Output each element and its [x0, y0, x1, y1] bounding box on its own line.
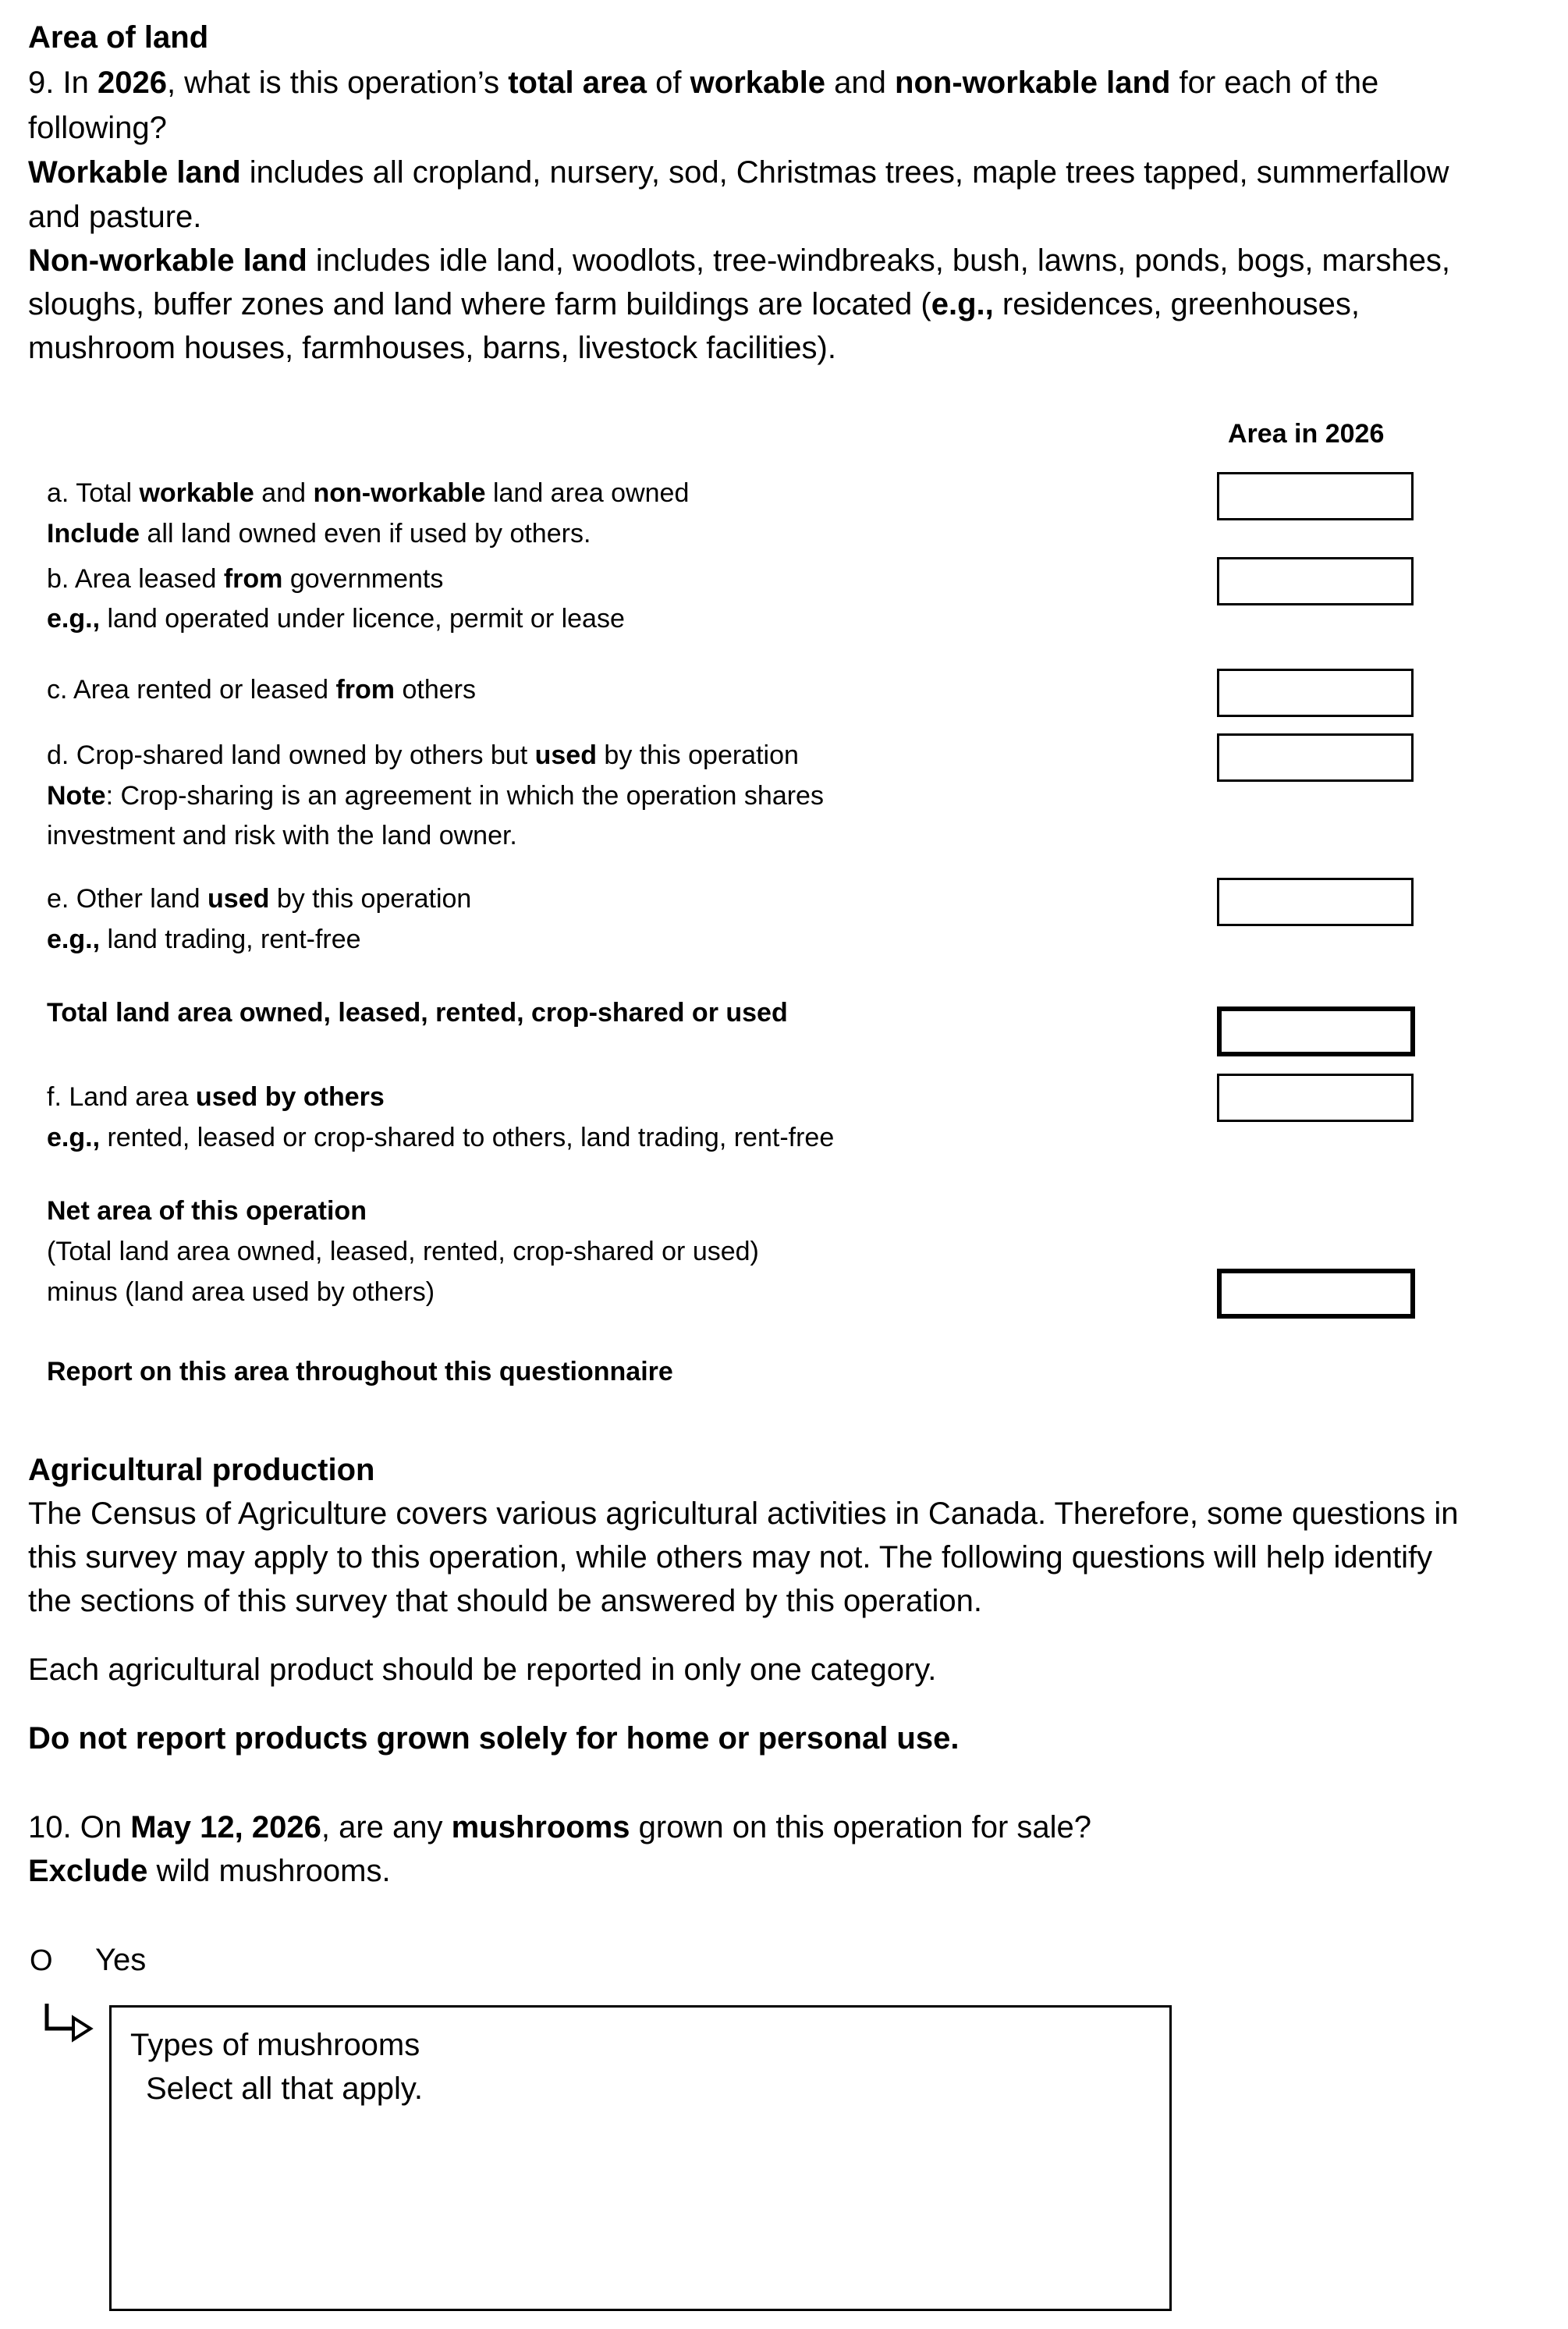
- arrow-right-icon: [42, 2002, 97, 2046]
- report-area-note: Report on this area throughout this questionnaire: [47, 1357, 673, 1386]
- nonworkable-land-definition-end: mushroom houses, farmhouses, barns, livestock facilities).: [28, 331, 836, 365]
- item-a-note: Include all land owned even if used by others.: [47, 519, 591, 549]
- net-area-formula: (Total land area owned, leased, rented, crop-shared or used): [47, 1237, 759, 1266]
- question-10-exclusion: Exclude wild mushrooms.: [28, 1854, 391, 1888]
- yes-option-label: Yes: [95, 1943, 147, 1977]
- ag-production-exclusion: Do not report products grown solely for home or personal use.: [28, 1721, 960, 1756]
- item-f-label: f. Land area used by others: [47, 1082, 385, 1112]
- nonworkable-land-definition-cont: sloughs, buffer zones and land where farm buildings are located (e.g., residences, greenhouses,: [28, 287, 1360, 321]
- ag-production-intro-1: The Census of Agriculture covers various agricultural activities in Canada. Therefore, some questions in: [28, 1496, 1459, 1531]
- item-c-input[interactable]: [1217, 669, 1414, 717]
- total-land-area-input[interactable]: [1217, 1007, 1415, 1056]
- yes-radio-button[interactable]: O: [30, 1944, 53, 1977]
- section-heading-area-of-land: Area of land: [28, 20, 209, 55]
- mushroom-types-box: [109, 2005, 1172, 2311]
- question-9-text: 9. In 2026, what is this operation’s total area of workable and non-workable land for each of the: [28, 66, 1379, 100]
- item-f-input[interactable]: [1217, 1074, 1414, 1122]
- item-b-example: e.g., land operated under licence, permit or lease: [47, 604, 625, 634]
- item-b-label: b. Area leased from governments: [47, 564, 444, 594]
- item-d-label: d. Crop-shared land owned by others but used by this operation: [47, 740, 799, 770]
- item-d-note-cont: investment and risk with the land owner.: [47, 821, 517, 850]
- mushroom-types-title: Types of mushrooms: [130, 2028, 420, 2062]
- workable-land-definition-cont: and pasture.: [28, 200, 202, 234]
- item-c-label: c. Area rented or leased from others: [47, 675, 476, 705]
- ag-production-one-category: Each agricultural product should be reported in only one category.: [28, 1653, 937, 1687]
- net-area-formula-cont: minus (land area used by others): [47, 1277, 435, 1307]
- question-10-text: 10. On May 12, 2026, are any mushrooms grown on this operation for sale?: [28, 1810, 1092, 1844]
- item-f-example: e.g., rented, leased or crop-shared to others, land trading, rent-free: [47, 1123, 835, 1152]
- net-area-label: Net area of this operation: [47, 1196, 367, 1226]
- mushroom-types-note: Select all that apply.: [146, 2072, 424, 2106]
- item-d-note: Note: Crop-sharing is an agreement in which the operation shares: [47, 781, 824, 811]
- ag-production-intro-2: this survey may apply to this operation, while others may not. The following questions will help identify: [28, 1540, 1433, 1575]
- area-column-header: Area in 2026: [1228, 419, 1385, 449]
- item-b-input[interactable]: [1217, 557, 1414, 605]
- nonworkable-land-definition: Non-workable land includes idle land, woodlots, tree-windbreaks, bush, lawns, ponds, bogs, marshes,: [28, 243, 1451, 278]
- ag-production-intro-3: the sections of this survey that should be answered by this operation.: [28, 1584, 982, 1618]
- item-a-label: a. Total workable and non-workable land area owned: [47, 478, 690, 508]
- net-area-input[interactable]: [1217, 1269, 1415, 1319]
- section-heading-agricultural-production: Agricultural production: [28, 1453, 375, 1487]
- item-e-example: e.g., land trading, rent-free: [47, 925, 361, 954]
- item-e-label: e. Other land used by this operation: [47, 884, 472, 914]
- item-a-input[interactable]: [1217, 472, 1414, 520]
- item-e-input[interactable]: [1217, 878, 1414, 926]
- question-9-text-cont: following?: [28, 111, 167, 145]
- total-land-area-label: Total land area owned, leased, rented, crop-shared or used: [47, 998, 788, 1028]
- item-d-input[interactable]: [1217, 733, 1414, 782]
- workable-land-definition: Workable land includes all cropland, nursery, sod, Christmas trees, maple trees tapped, summerfallow: [28, 155, 1449, 190]
